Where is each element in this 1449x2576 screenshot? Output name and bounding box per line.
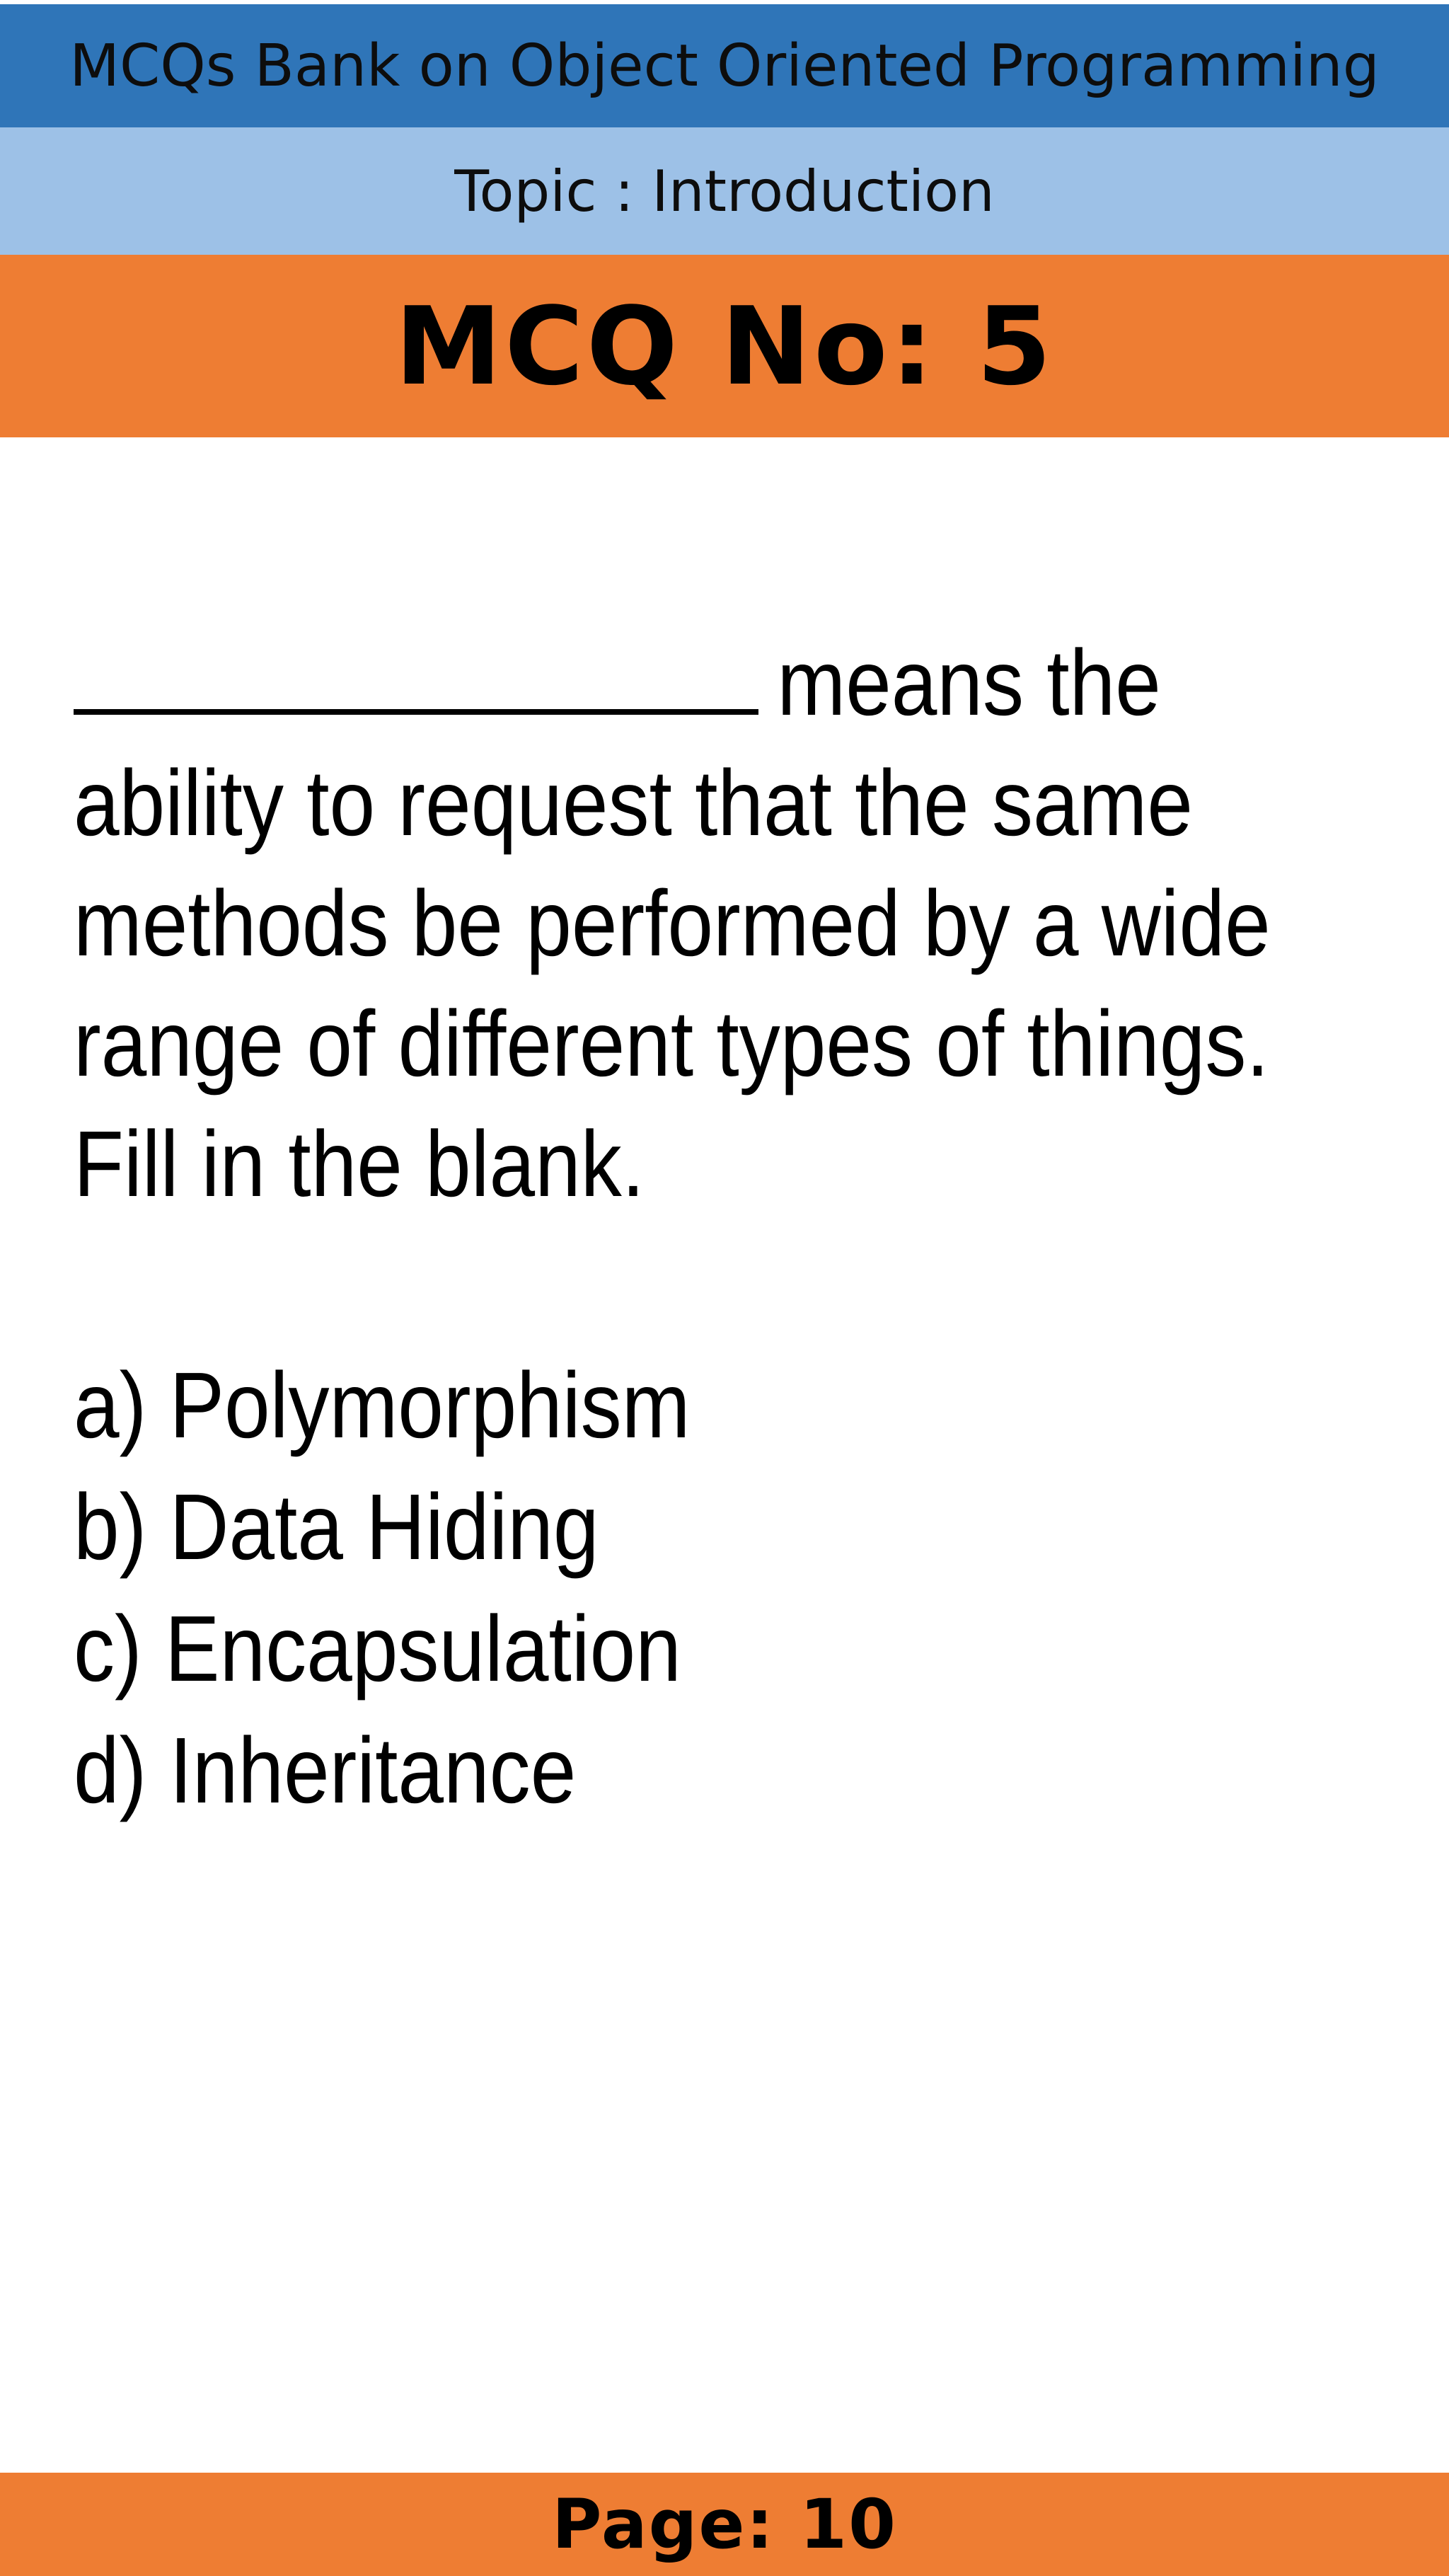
option-a: a) Polymorphism: [74, 1353, 691, 1457]
option-c: c) Encapsulation: [74, 1597, 681, 1701]
topic-label: Topic : Introduction: [454, 158, 995, 224]
mcq-number: MCQ No: 5: [394, 283, 1055, 409]
question-line-1: [74, 623, 1244, 743]
question-line-4: range of different types of things.: [74, 991, 1269, 1096]
question-text: [74, 623, 1271, 1224]
answer-options: [74, 1345, 1244, 1832]
bank-title: MCQs Bank on Object Oriented Programming: [69, 32, 1380, 100]
option-b: b) Data Hiding: [74, 1475, 599, 1579]
question-line-3: methods be performed by a wide: [74, 871, 1271, 975]
fill-in-blank: [74, 631, 758, 715]
page-number: Page: 10: [552, 2485, 897, 2564]
page-footer: [0, 2473, 1449, 2576]
option-d: d) Inheritance: [74, 1718, 577, 1822]
bank-header: [0, 4, 1449, 127]
mcq-number-bar: [0, 255, 1449, 437]
topic-bar: [0, 127, 1449, 255]
question-line-2: ability to request that the same: [74, 751, 1193, 855]
question-line-1-text: means the: [777, 631, 1161, 735]
question-line-5: Fill in the blank.: [74, 1112, 645, 1216]
